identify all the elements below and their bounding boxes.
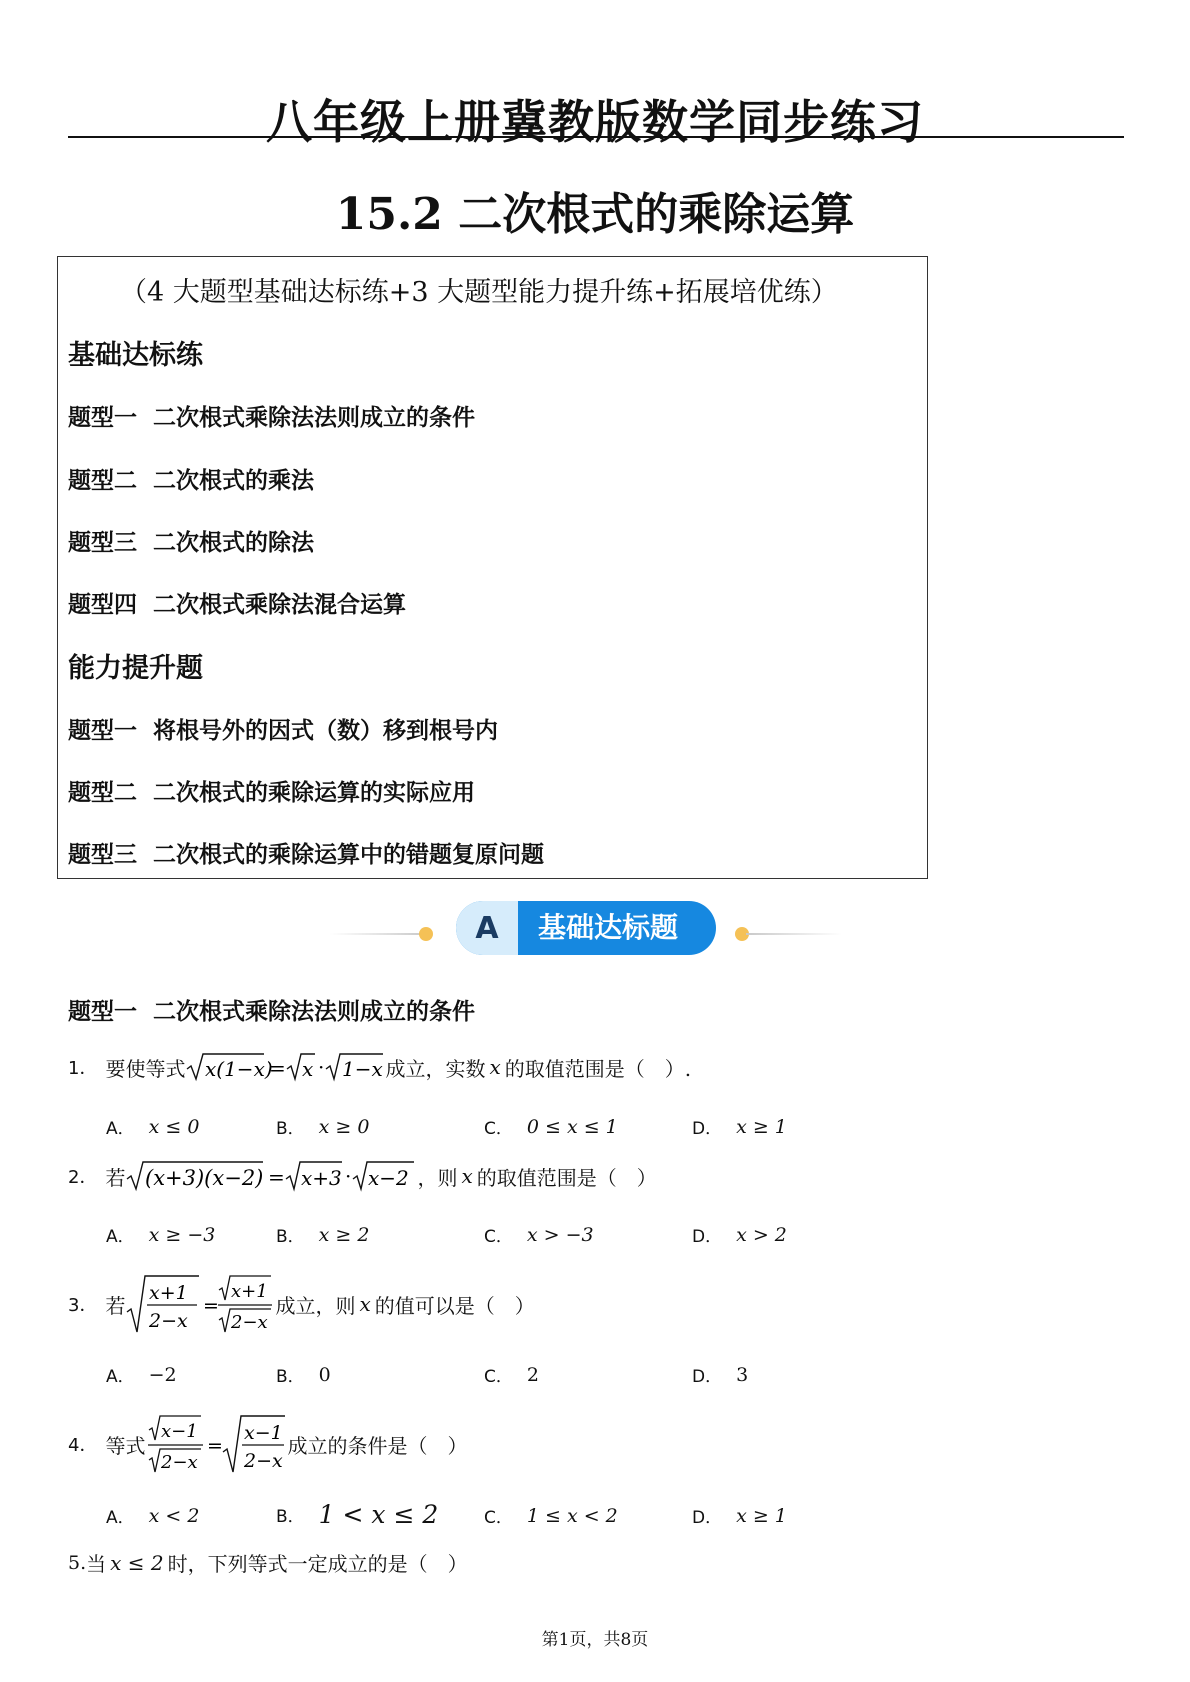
toc-item: 题型一 二次根式乘除法法则成立的条件 [68, 405, 476, 431]
question-text: 当 [86, 1552, 107, 1576]
question-condition: x ≤ 2 [110, 1550, 164, 1575]
banner-letter: A [456, 901, 518, 955]
question-number: 2． [68, 1167, 98, 1188]
formula-term: 1−x [342, 1057, 384, 1081]
toc-item: 题型二 二次根式的乘法 [68, 468, 315, 494]
question-3 [68, 1272, 535, 1336]
page-footer: 第1页，共8页 [541, 1630, 649, 1650]
question-text: 时，下列等式一定成立的是（ ） [167, 1552, 468, 1576]
question-text: 成立的条件是（ ） [287, 1433, 468, 1458]
question-text: 成立，则 [275, 1293, 356, 1318]
banner-text: 基础达标题 [538, 911, 679, 944]
formula-denominator: 2−x [231, 1312, 269, 1333]
option-a[interactable] [106, 1503, 199, 1528]
toc-intro: （4 大题型基础达标练+3 大题型能力提升练+拓展培优练） [120, 277, 838, 308]
question-variable: x [359, 1292, 371, 1316]
option-b[interactable] [276, 1500, 438, 1529]
question-5 [68, 1548, 468, 1577]
banner-line-right [746, 933, 842, 935]
option-value: 0 ≤ x ≤ 1 [526, 1115, 618, 1138]
option-label: D． [692, 1508, 723, 1528]
toc-item: 题型一 将根号外的因式（数）移到根号内 [68, 718, 499, 744]
toc-item: 题型三 二次根式的除法 [68, 530, 315, 556]
formula-numerator: x−1 [161, 1421, 199, 1442]
option-label: B． [276, 1227, 305, 1247]
option-label: B． [276, 1119, 305, 1139]
option-label: D． [692, 1367, 723, 1387]
option-label: A． [106, 1119, 135, 1139]
question-number: 1． [68, 1058, 98, 1079]
option-value: 1 < x ≤ 2 [318, 1500, 439, 1529]
formula-sqrt-fraction [145, 1412, 287, 1476]
option-label: C． [484, 1119, 513, 1139]
section-title: 15.2 二次根式的乘除运算 [335, 189, 855, 240]
option-a[interactable] [106, 1362, 177, 1387]
question-type-heading: 题型一 二次根式乘除法法则成立的条件 [68, 999, 476, 1025]
formula-term: = [203, 1295, 220, 1317]
option-label: A． [106, 1367, 135, 1387]
option-value: x > −3 [526, 1223, 594, 1246]
question-text: 要使等式 [105, 1056, 186, 1081]
option-b[interactable] [276, 1114, 369, 1139]
toc-item: 题型二 二次根式的乘除运算的实际应用 [68, 780, 476, 806]
option-value: −2 [148, 1363, 177, 1386]
question-number: 5. [68, 1551, 87, 1574]
question-text: 等式 [105, 1433, 146, 1458]
toc-item: 题型四 二次根式乘除法混合运算 [68, 592, 407, 618]
option-c[interactable] [484, 1114, 618, 1139]
option-d[interactable] [692, 1114, 787, 1139]
formula-term: x(1−x) [205, 1057, 274, 1081]
question-4 [68, 1412, 467, 1476]
formula-sqrt-fraction [125, 1272, 275, 1336]
formula-denominator: 2−x [244, 1450, 284, 1472]
option-d[interactable] [692, 1362, 748, 1387]
option-value: x < 2 [148, 1504, 200, 1527]
option-c[interactable] [484, 1222, 594, 1247]
formula-term: · [318, 1055, 325, 1079]
formula-term: (x+3)(x−2) [145, 1166, 264, 1190]
option-a[interactable] [106, 1114, 199, 1139]
option-value: x > 2 [736, 1223, 787, 1246]
option-value: x ≤ 0 [148, 1115, 200, 1138]
question-text: 若 [105, 1165, 126, 1190]
formula-term: = [268, 1165, 286, 1189]
formula-term: = [207, 1435, 224, 1457]
main-title: 八年级上册冀教版数学同步练习 [266, 95, 924, 149]
question-text: ，则 [417, 1165, 458, 1190]
question-text: 成立，实数 [385, 1056, 486, 1081]
option-label: D． [692, 1119, 723, 1139]
formula-term: = [269, 1056, 287, 1080]
formula-term: x−2 [368, 1166, 410, 1190]
option-label: D． [692, 1227, 723, 1247]
formula-term: x+3 [301, 1166, 343, 1190]
banner-line-left [330, 933, 426, 935]
title-divider [68, 136, 1124, 138]
option-value: x ≥ −3 [148, 1223, 216, 1246]
option-a[interactable] [106, 1222, 215, 1247]
formula-denominator: 2−x [161, 1452, 199, 1473]
formula-numerator: x−1 [244, 1422, 284, 1444]
question-number: 4． [68, 1435, 98, 1456]
option-label: C． [484, 1508, 513, 1528]
banner-dot-left [419, 927, 433, 941]
formula-denominator: 2−x [149, 1310, 189, 1332]
question-variable: x [461, 1164, 473, 1188]
option-d[interactable] [692, 1503, 787, 1528]
question-1 [68, 1050, 691, 1084]
formula-sqrt-product [125, 1158, 417, 1194]
question-text: 的取值范围是（ ） [476, 1165, 657, 1190]
formula-numerator: x+1 [149, 1282, 189, 1304]
formula-term: x [302, 1057, 314, 1081]
toc-section-basic: 基础达标练 [68, 340, 203, 371]
option-value: 0 [318, 1363, 331, 1386]
option-c[interactable] [484, 1362, 539, 1387]
option-label: C． [484, 1227, 513, 1247]
question-text: 的值可以是（ ） [374, 1293, 535, 1318]
option-value: 1 ≤ x < 2 [526, 1504, 618, 1527]
option-c[interactable] [484, 1503, 618, 1528]
option-value: 2 [526, 1363, 539, 1386]
question-2 [68, 1158, 657, 1194]
option-label: B． [276, 1367, 305, 1387]
option-label: A． [106, 1508, 135, 1528]
formula-numerator: x+1 [231, 1281, 269, 1302]
option-value: 3 [736, 1363, 749, 1386]
option-d[interactable] [692, 1222, 787, 1247]
question-variable: x [489, 1055, 501, 1079]
formula-term: · [345, 1164, 352, 1188]
option-value: x ≥ 0 [318, 1115, 370, 1138]
option-b[interactable] [276, 1222, 369, 1247]
question-number: 3． [68, 1295, 98, 1316]
toc-section-advanced: 能力提升题 [68, 653, 203, 684]
option-label: C． [484, 1367, 513, 1387]
option-label: B． [276, 1507, 305, 1527]
toc-item: 题型三 二次根式的乘除运算中的错题复原问题 [68, 842, 545, 868]
option-value: x ≥ 1 [736, 1504, 787, 1527]
formula-sqrt-product [185, 1050, 385, 1084]
banner-pill [456, 901, 716, 955]
option-label: A． [106, 1227, 135, 1247]
option-value: x ≥ 2 [318, 1223, 370, 1246]
option-value: x ≥ 1 [736, 1115, 787, 1138]
question-text: 若 [105, 1293, 126, 1318]
option-b[interactable] [276, 1362, 331, 1387]
question-text: 的取值范围是（ ）. [504, 1056, 692, 1081]
